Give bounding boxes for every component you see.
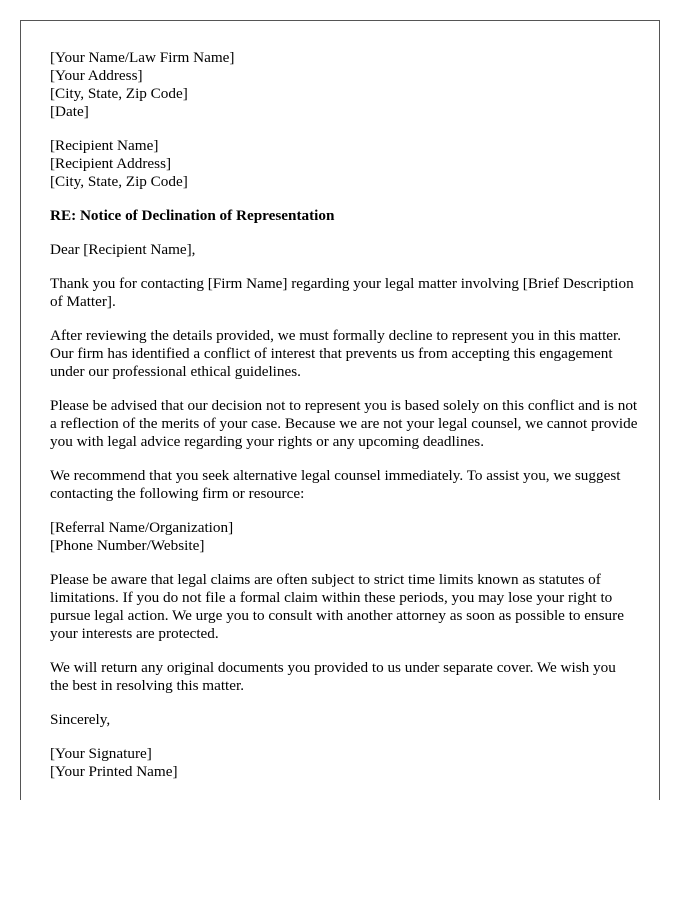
paragraph-decline: After reviewing the details provided, we must formally decline to represent you in this matter. Our firm has identified a conflict of interest that prevents us from accepting this engagement under our professional ethical guidelines. (50, 327, 622, 380)
letter-page (20, 20, 660, 800)
recipient-block (50, 137, 638, 191)
sender-block (50, 49, 638, 121)
printed-name: [Your Printed Name] (50, 763, 178, 780)
signature-block (50, 745, 638, 781)
sender-address: [Your Address] (50, 67, 143, 84)
valediction: Sincerely, (50, 711, 111, 728)
letter-content (50, 49, 638, 797)
paragraph-statutes: Please be aware that legal claims are often subject to strict time limits known as statutes of limitations. If you do not file a formal claim within these periods, you may lose your right to pursue legal action. We urge you to consult with another attorney as soon as possible to ensure your interests are protected. (50, 571, 624, 642)
referral-name: [Referral Name/Organization] (50, 519, 234, 536)
recipient-name: [Recipient Name] (50, 137, 159, 154)
referral-block (50, 519, 638, 555)
sender-city-state-zip: [City, State, Zip Code] (50, 85, 188, 102)
paragraph-recommendation: We recommend that you seek alternative legal counsel immediately. To assist you, we suggest contacting the following firm or resource: (50, 467, 621, 502)
signature-line: [Your Signature] (50, 745, 152, 762)
sender-name: [Your Name/Law Firm Name] (50, 49, 235, 66)
paragraph-advisory: Please be advised that our decision not to represent you is based solely on this conflict and is not a reflection of the merits of your case. Because we are not your legal counsel, we cannot provide you with legal advice regarding your rights or any upcoming deadlines. (50, 397, 638, 450)
recipient-address: [Recipient Address] (50, 155, 172, 172)
paragraph-intro: Thank you for contacting [Firm Name] regarding your legal matter involving [Brief Description of Matter]. (50, 275, 634, 310)
letter-date: [Date] (50, 103, 89, 120)
paragraph-documents: We will return any original documents you provided to us under separate cover. We wish you the best in resolving this matter. (50, 659, 616, 694)
recipient-city-state-zip: [City, State, Zip Code] (50, 173, 188, 190)
salutation: Dear [Recipient Name], (50, 241, 196, 258)
referral-contact: [Phone Number/Website] (50, 537, 205, 554)
subject-line: RE: Notice of Declination of Representation (50, 207, 335, 224)
